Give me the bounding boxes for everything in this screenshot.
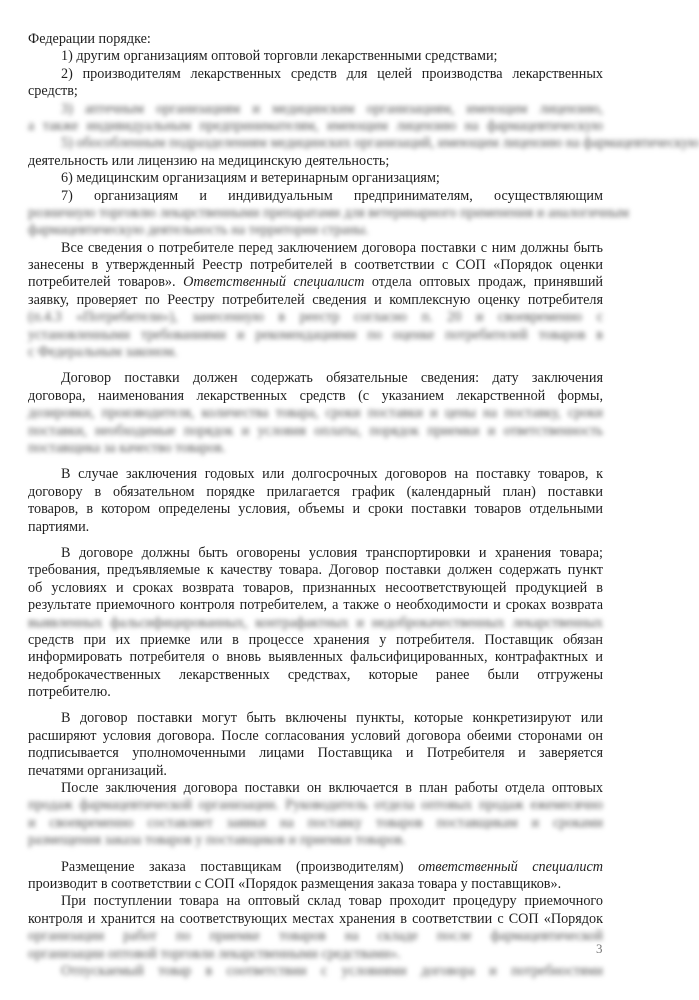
text-line: товаров, в котором определены условия, объемы и сроки поставки товаров отдельными bbox=[28, 501, 603, 518]
text-line: расширяют условия договора. После согласования условий договора обеими сторонами он bbox=[28, 727, 603, 744]
text-line: средств при их приемке или в процессе хранения у потребителя. Поставщик обязан bbox=[28, 631, 603, 648]
text-line: В случае заключения годовых или долгосрочных договоров на поставку товаров, к bbox=[61, 466, 603, 483]
text-line: После заключения договора поставки он включается в план работы отдела оптовых bbox=[61, 780, 603, 797]
text-line: розничную торговлю лекарственными препаратами для ветеринарного применения и аналогичным bbox=[28, 204, 630, 221]
text-line: Договор поставки должен содержать обязательные сведения: дату заключения bbox=[61, 370, 603, 387]
text-line: 7) организациям и индивидуальным предпринимателям, осуществляющим bbox=[61, 187, 603, 204]
text-line: потребителей товаров». Ответственный специалист отдела оптовых продаж, принявший bbox=[28, 274, 604, 291]
text-line: размещения заказа товаров у поставщиков и приемки товаров. bbox=[28, 832, 406, 849]
text-line: требования, предъявляемые к качеству товара. Договор поставки должен содержать пункт bbox=[28, 562, 603, 579]
text-line: Отпускаемый товар в соответствии с условиями договора и потребностями bbox=[61, 962, 603, 979]
paragraph-gap bbox=[28, 850, 603, 859]
text-line: подписывается уполномоченными лицами Поставщика и Потребителя и заверяется bbox=[28, 745, 603, 762]
paragraph-gap bbox=[28, 536, 603, 545]
text-line: 3) аптечным организациям и медицинским организациям, имеющим лицензию, bbox=[61, 100, 603, 117]
text-line: выявленных фальсифицированных, контрафактных и недоброкачественных лекарственных bbox=[28, 614, 603, 631]
text-line: деятельность или лицензию на медицинскую деятельность; bbox=[28, 152, 390, 169]
document-body bbox=[28, 31, 699, 980]
text-line: установленными требованиями и рекомендациями по оценке потребителей товаров в bbox=[28, 326, 603, 343]
text-line: 1) другим организациям оптовой торговли лекарственными средствами; bbox=[61, 48, 498, 65]
text-line: 6) медицинским организациям и ветеринарным организациям; bbox=[61, 170, 440, 187]
paragraph-gap bbox=[28, 701, 603, 710]
text-line: продаж фармацевтической организации. Руководитель отдела оптовых продаж ежемесячно bbox=[28, 797, 603, 814]
text-line: заявку, проверяет по Реестру потребителей сведения и комплексную оценку потребителя bbox=[28, 291, 603, 308]
text-line: (п.4.3 «Потребители»), занесенную в реестр согласно п. 20 и своевременно с bbox=[28, 309, 603, 326]
text-line: организации работ по приемке товаров на складе после фармацевтической bbox=[28, 928, 603, 945]
text-line: контроля и хранится на соответствующих местах хранения в соответствии с СОП «Порядок bbox=[28, 910, 603, 927]
text-line: В договоре должны быть оговорены условия транспортировки и хранения товара; bbox=[61, 544, 603, 561]
text-line: информировать потребителя о вновь выявленных фальсифицированных, контрафактных и bbox=[28, 649, 603, 666]
text-line: об условиях и сроках возврата товаров, признанных несоответствующей продукцией в bbox=[28, 579, 603, 596]
text-line: договора, наименования лекарственных средств (с указанием лекарственной формы, bbox=[28, 387, 603, 404]
text-line: поставщика за качество товаров. bbox=[28, 439, 226, 456]
paragraph-gap bbox=[28, 457, 603, 466]
text-line: партиями. bbox=[28, 518, 90, 535]
text-line: занесены в утвержденный Реестр потребителей в соответствии с СОП «Порядок оценки bbox=[28, 257, 603, 274]
text-line: В договор поставки могут быть включены пункты, которые конкретизируют или bbox=[61, 710, 603, 727]
text-line: Все сведения о потребителе перед заключением договора поставки с ним должны быть bbox=[61, 239, 603, 256]
text-line: недоброкачественных лекарственных средствах, которые ранее были отгружены bbox=[28, 666, 603, 683]
paragraph-gap bbox=[28, 361, 603, 370]
text-line: средств; bbox=[28, 83, 78, 100]
text-line: производит в соответствии с СОП «Порядок размещения заказа товара у поставщиков». bbox=[28, 875, 562, 892]
text-line: 5) обособленным подразделениям медицинских организаций, имеющим лицензию на фармацевтическую bbox=[61, 135, 699, 152]
text-line: 2) производителям лекарственных средств для целей производства лекарственных bbox=[61, 65, 603, 82]
text-line: и своевременно составляет заявки на поставку товаров поставщикам и сроками bbox=[28, 814, 603, 831]
text-line: дозировки, производителя, количества товара, сроки поставки и цены на поставку, сроки bbox=[28, 405, 603, 422]
text-line: договору в обязательном порядке прилагается график (календарный план) поставки bbox=[28, 483, 603, 500]
text-line: результате приемочного контроля потребителем, а также о необходимости и сроках возврата bbox=[28, 597, 603, 614]
text-line: фармацевтическую деятельность на территории страны. bbox=[28, 222, 369, 239]
text-line: Размещение заказа поставщикам (производителям) ответственный специалист bbox=[61, 858, 603, 875]
text-line: печатями организаций. bbox=[28, 762, 167, 779]
text-line: организации оптовой торговли лекарственными средствами». bbox=[28, 945, 401, 962]
text-line: поставки, необходимые порядок и условия оплаты, порядок приемки и ответственность bbox=[28, 422, 603, 439]
text-line: Федерации порядке: bbox=[28, 31, 151, 47]
page-number: 3 bbox=[596, 941, 603, 956]
text-line: При поступлении товара на оптовый склад товар проходит процедуру приемочного bbox=[61, 893, 603, 910]
text-line: а также индивидуальным предпринимателям, имеющим лицензию на фармацевтическую bbox=[28, 117, 603, 134]
text-line: потребителю. bbox=[28, 684, 111, 701]
text-line: с Федеральным законом. bbox=[28, 344, 178, 361]
